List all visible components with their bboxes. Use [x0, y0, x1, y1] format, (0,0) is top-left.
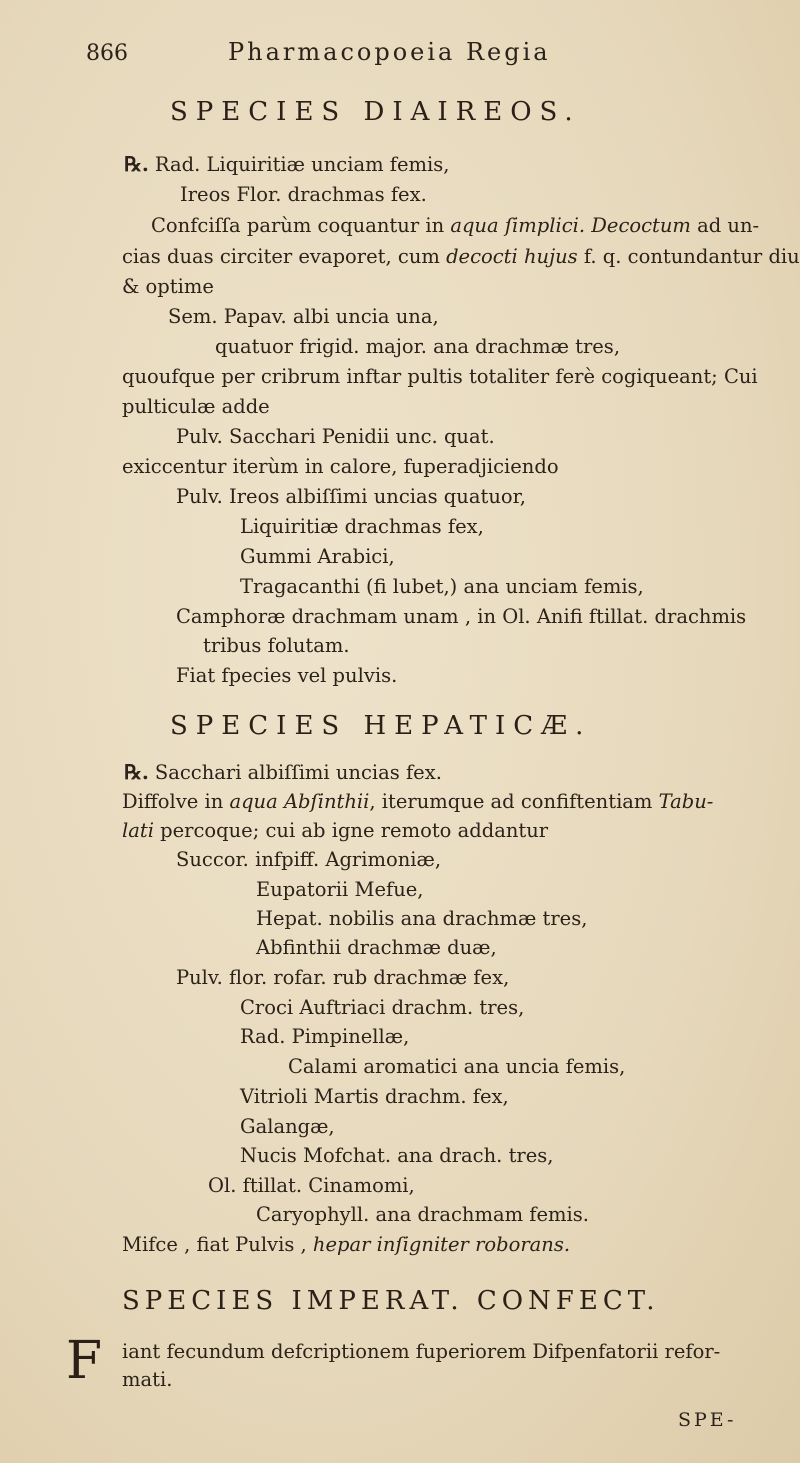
recipe-line: Galangæ, [240, 1115, 335, 1138]
recipe-line: Eupatorii Mefue, [256, 878, 424, 901]
recipe-line: Hepat. nobilis ana drachmæ tres, [256, 907, 588, 930]
recipe-line: Ol. ftillat. Cinamomi, [208, 1174, 415, 1197]
recipe-line: Liquiritiæ drachmas fex, [240, 515, 484, 538]
recipe-symbol: ℞. [124, 152, 149, 176]
section-heading-imperat: SPECIES IMPERAT. CONFECT. [122, 1286, 660, 1316]
recipe-line: cias duas circiter evaporet, cum decocti hujus f. q. contundantur diu [122, 245, 800, 268]
recipe-line: tribus folutam. [203, 634, 350, 657]
recipe-line: Caryophyll. ana drachmam femis. [256, 1203, 589, 1226]
recipe-line: Mifce , fiat Pulvis , hepar inſigniter roborans. [122, 1233, 571, 1256]
recipe-line: quoufque per cribrum inftar pultis totaliter ferè cogiqueant; Cui [122, 365, 758, 388]
recipe-line: Diffolve in aqua Abſinthii, iterumque ad confiftentiam Tabu- [122, 790, 714, 813]
recipe-line: lati percoque; cui ab igne remoto addantur [122, 819, 549, 842]
recipe-line: ℞. Rad. Liquiritiæ unciam femis, [124, 152, 450, 176]
recipe-line: Nucis Mofchat. ana drach. tres, [240, 1144, 554, 1167]
recipe-line: Pulv. Sacchari Penidii unc. quat. [176, 425, 495, 448]
recipe-line: Gummi Arabici, [240, 545, 395, 568]
recipe-line: Abfinthii drachmæ duæ, [256, 936, 497, 959]
recipe-line: iant fecundum defcriptionem fuperiorem Difpenfatorii refor- [122, 1340, 721, 1363]
recipe-line: Rad. Pimpinellæ, [240, 1025, 410, 1048]
catchword: SPE- [678, 1409, 737, 1431]
recipe-line: Succor. infpiff. Agrimoniæ, [176, 848, 442, 871]
recipe-line: Confciſſa parùm coquantur in aqua ſimplici. Decoctum ad un- [151, 214, 760, 237]
recipe-line: ℞. Sacchari albiſſimi uncias fex. [124, 760, 442, 784]
recipe-line: Croci Auftriaci drachm. tres, [240, 996, 525, 1019]
recipe-line: exiccentur iterùm in calore, fuperadjiciendo [122, 455, 559, 478]
recipe-line: Pulv. flor. rofar. rub drachmæ fex, [176, 966, 510, 989]
section-heading-diaireos: SPECIES DIAIREOS. [170, 97, 581, 127]
recipe-line: Fiat fpecies vel pulvis. [176, 664, 398, 687]
recipe-line: pulticulæ adde [122, 395, 270, 418]
recipe-line: Vitrioli Martis drachm. fex, [240, 1085, 509, 1108]
recipe-line: Calami aromatici ana uncia femis, [288, 1055, 626, 1078]
section-heading-hepaticae: SPECIES HEPATICÆ. [170, 711, 592, 741]
recipe-line: Camphoræ drachmam unam , in Ol. Anifi ftillat. drachmis [176, 605, 747, 628]
recipe-line: Pulv. Ireos albiſſimi uncias quatuor, [176, 485, 526, 508]
running-title: Pharmacopoeia Regia [228, 38, 551, 66]
recipe-line: & optime [122, 275, 214, 298]
recipe-line: Tragacanthi (fi lubet,) ana unciam femis, [240, 575, 644, 598]
recipe-symbol: ℞. [124, 760, 149, 784]
page-number: 866 [86, 41, 128, 66]
recipe-line: Ireos Flor. drachmas fex. [180, 183, 427, 206]
recipe-line: quatuor frigid. major. ana drachmæ tres, [215, 335, 621, 358]
recipe-line: Sem. Papav. albi uncia una, [168, 305, 439, 328]
drop-capital: F [66, 1331, 103, 1391]
recipe-line: mati. [122, 1368, 173, 1391]
